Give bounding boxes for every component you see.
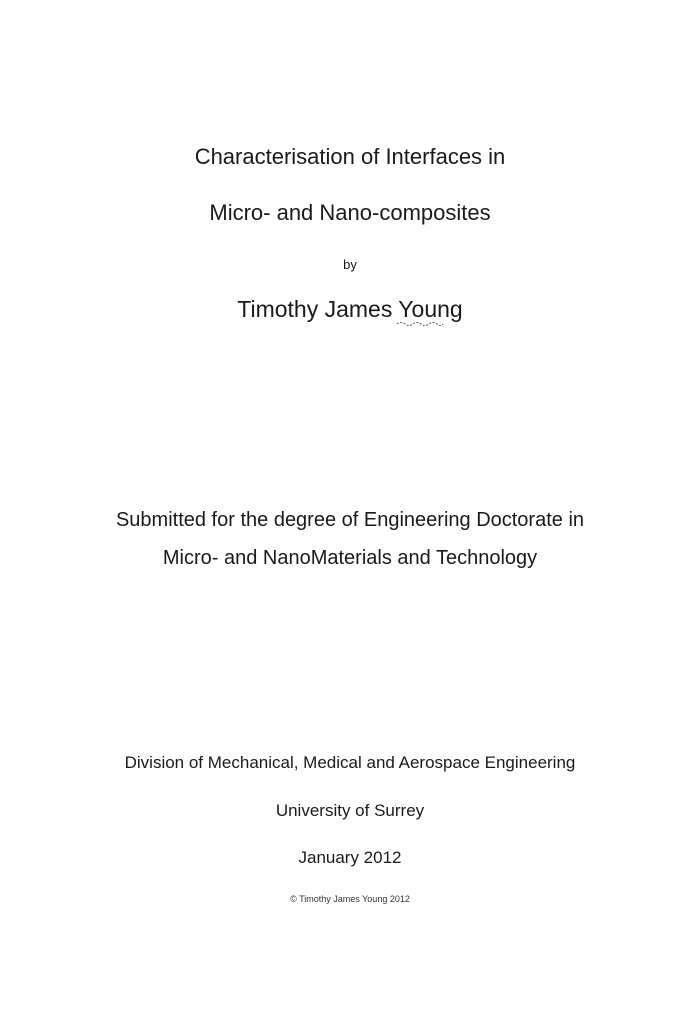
copyright-notice: © Timothy James Young 2012	[290, 894, 410, 904]
submission-date: January 2012	[298, 848, 402, 867]
handwritten-underline-mark	[396, 321, 444, 327]
by-label: by	[343, 257, 357, 272]
thesis-title-line-1: Characterisation of Interfaces in	[194, 144, 506, 169]
submission-statement-line-2: Micro- and NanoMaterials and Technology	[162, 547, 538, 569]
thesis-title-line-2: Micro- and Nano-composites	[209, 200, 491, 225]
submission-statement-line-1: Submitted for the degree of Engineering Doctorate in	[115, 509, 585, 531]
author-name: Timothy James Young	[237, 296, 463, 322]
division-name: Division of Mechanical, Medical and Aerospace Engineering	[124, 753, 576, 772]
university-name: University of Surrey	[275, 801, 425, 820]
